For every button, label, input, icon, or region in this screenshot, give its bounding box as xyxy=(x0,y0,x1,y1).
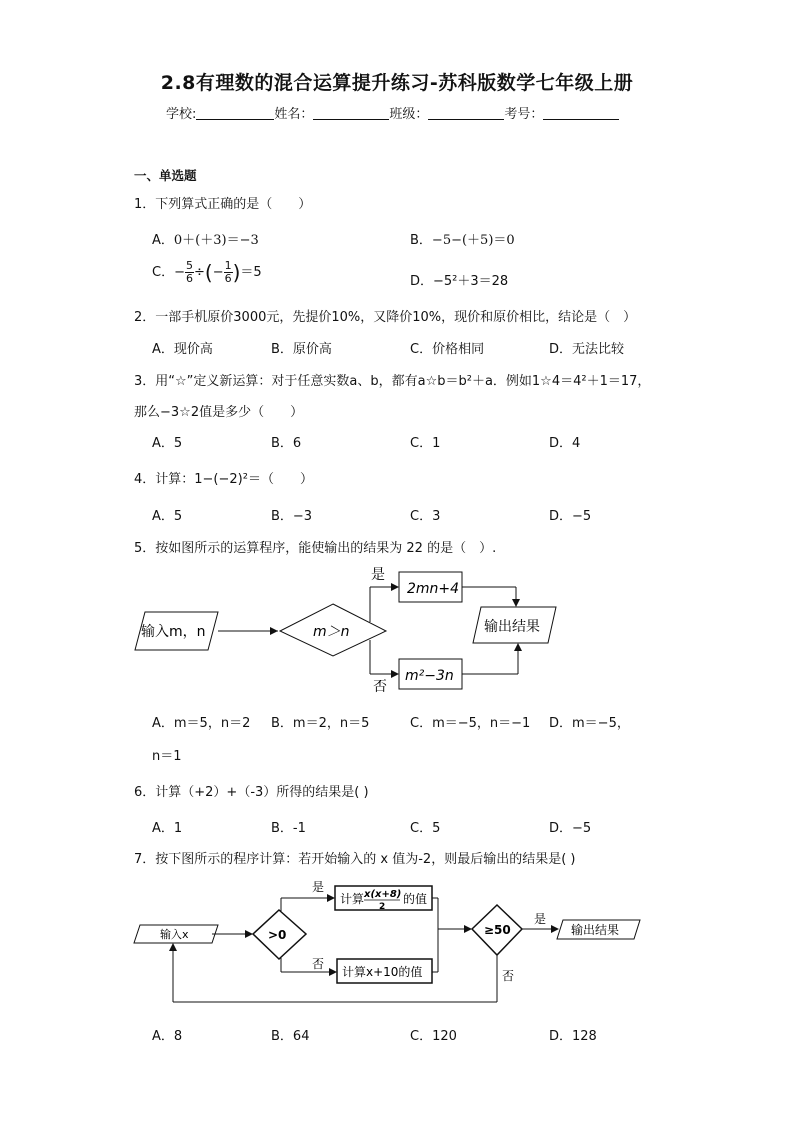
q7-option-c[interactable]: C．120 xyxy=(410,1029,457,1044)
yes-1-label: 是 xyxy=(312,880,325,894)
q5-option-d-continued: n＝1 xyxy=(152,749,182,764)
q6-option-d[interactable]: D．−5 xyxy=(549,821,592,836)
option-math: −5²＋3＝28 xyxy=(433,274,509,289)
q1-option-a[interactable] xyxy=(152,229,259,248)
fraction-2 xyxy=(224,260,233,285)
q5-option-c[interactable]: C．m＝−5，n＝−1 xyxy=(410,716,531,731)
class-blank[interactable] xyxy=(428,107,504,120)
class-label: 班级： xyxy=(389,107,429,122)
q6-option-a[interactable]: A．1 xyxy=(152,821,183,836)
denominator: 6 xyxy=(185,272,193,285)
arrow-head-icon xyxy=(551,925,559,933)
arrow-head-icon xyxy=(327,894,335,902)
yes-process-denominator: 2 xyxy=(379,902,386,912)
q7-option-b[interactable]: B．64 xyxy=(271,1029,310,1044)
yes-process-suffix: 的值 xyxy=(403,892,428,906)
numerator: 5 xyxy=(185,259,193,272)
yes-label: 是 xyxy=(371,567,385,583)
arrow-head-icon xyxy=(245,930,253,938)
q4-option-b[interactable]: B．−3 xyxy=(271,509,313,524)
q7-option-a[interactable]: A．8 xyxy=(152,1029,183,1044)
question-3-stem-line2: 那么−3☆2值是多少（ ） xyxy=(134,405,304,420)
name-blank[interactable] xyxy=(313,107,389,120)
input-label: 输入m，n xyxy=(141,624,206,640)
no-label: 否 xyxy=(373,679,387,695)
arrow-head-icon xyxy=(270,627,278,635)
q4-option-a[interactable]: A．5 xyxy=(152,509,183,524)
yes-process-prefix: 计算 xyxy=(340,892,365,906)
input-label: 输入x xyxy=(160,928,189,941)
q6-option-b[interactable]: B．-1 xyxy=(271,821,306,836)
exam-no-label: 考号： xyxy=(504,107,544,122)
output-label: 输出结果 xyxy=(484,619,540,635)
yes-2-label: 是 xyxy=(534,912,547,926)
q4-option-d[interactable]: D．−5 xyxy=(549,509,592,524)
q1-option-c[interactable]: C．− $\frac{5}{6}$ ÷(− $\frac{1}{6}$ )＝5 xyxy=(152,259,262,285)
no-process-label: m²−3n xyxy=(405,668,454,684)
q7-option-d[interactable]: D．128 xyxy=(549,1029,597,1044)
question-2-stem: 2．一部手机原价3000元，先提价10%，又降价10%，现价和原价相比，结论是（ ） xyxy=(134,310,637,325)
output-label: 输出结果 xyxy=(571,923,620,937)
arrow-head-icon xyxy=(391,583,399,591)
q7-flowchart xyxy=(0,872,794,1012)
question-1-stem: 1．下列算式正确的是（ ） xyxy=(134,197,312,212)
equals-part: ＝5 xyxy=(240,265,262,280)
q2-option-c[interactable]: C．价格相同 xyxy=(410,342,485,357)
arrow-head-icon xyxy=(514,643,522,651)
q1-option-d[interactable] xyxy=(410,270,508,289)
page-title: 2.8有理数的混合运算提升练习-苏科版数学七年级上册 xyxy=(160,72,634,94)
yes-process-numerator: x(x+8) xyxy=(364,889,402,900)
condition-label: m＞n xyxy=(313,624,350,640)
student-info-line xyxy=(166,103,619,122)
option-label: A． xyxy=(152,233,174,248)
denominator: 6 xyxy=(224,272,232,285)
q4-option-c[interactable]: C．3 xyxy=(410,509,441,524)
option-math: 0＋(＋3)＝−3 xyxy=(173,233,259,248)
question-6-stem: 6．计算（+2）+（-3）所得的结果是( ) xyxy=(134,785,369,800)
option-math: −5−(＋5)＝0 xyxy=(431,233,515,248)
arrow-head-icon xyxy=(512,599,520,607)
minus-sign: − xyxy=(174,265,185,280)
yes-process-label: 2mn+4 xyxy=(407,581,460,597)
exam-no-blank[interactable] xyxy=(543,107,619,120)
school-blank[interactable] xyxy=(196,107,274,120)
arrow-head-icon xyxy=(464,925,472,933)
option-label: D． xyxy=(410,274,434,289)
no-process-label: 计算x+10的值 xyxy=(342,965,423,979)
option-label: C． xyxy=(152,265,175,280)
question-4-stem: 4．计算：1−(−2)²＝（ ） xyxy=(134,472,313,487)
q3-option-d[interactable]: D．4 xyxy=(549,436,581,451)
q2-option-d[interactable]: D．无法比较 xyxy=(549,342,625,357)
question-5-stem: 5．按如图所示的运算程序，能使输出的结果为 22 的是（ ）. xyxy=(134,541,497,556)
q5-flowchart xyxy=(0,560,794,700)
question-3-stem-line1: 3．用“☆”定义新运算：对于任意实数a、b，都有a☆b＝b²＋a．例如1☆4＝4²＋1＝17， xyxy=(134,374,651,389)
q2-option-b[interactable]: B．原价高 xyxy=(271,342,332,357)
section-heading: 一、单选题 xyxy=(134,168,197,183)
arrow-head-icon xyxy=(169,943,177,951)
fraction-1 xyxy=(185,260,194,285)
question-7-stem: 7．按下图所示的程序计算：若开始输入的 x 值为-2，则最后输出的结果是( ) xyxy=(134,852,576,867)
numerator: 1 xyxy=(224,259,232,272)
arrow-head-icon xyxy=(329,968,337,976)
no-1-label: 否 xyxy=(312,957,325,971)
q6-option-c[interactable]: C．5 xyxy=(410,821,441,836)
arrow-head-icon xyxy=(391,670,399,678)
q5-option-b[interactable]: B．m＝2，n＝5 xyxy=(271,716,370,731)
q3-option-c[interactable]: C．1 xyxy=(410,436,441,451)
divide-sign: ÷ xyxy=(193,265,205,280)
q1-option-b[interactable] xyxy=(410,229,515,248)
q3-option-b[interactable]: B．6 xyxy=(271,436,302,451)
q5-option-d[interactable]: D．m＝−5， xyxy=(549,716,630,731)
no-2-label: 否 xyxy=(502,969,515,983)
option-label: B． xyxy=(410,233,432,248)
q3-option-a[interactable]: A．5 xyxy=(152,436,183,451)
q5-option-a[interactable]: A．m＝5，n＝2 xyxy=(152,716,251,731)
condition-1-label: >0 xyxy=(268,928,287,942)
condition-2-label: ≥50 xyxy=(484,923,511,937)
school-label: 学校: xyxy=(166,107,197,122)
q2-option-a[interactable]: A．现价高 xyxy=(152,342,213,357)
name-label: 姓名： xyxy=(274,107,314,122)
